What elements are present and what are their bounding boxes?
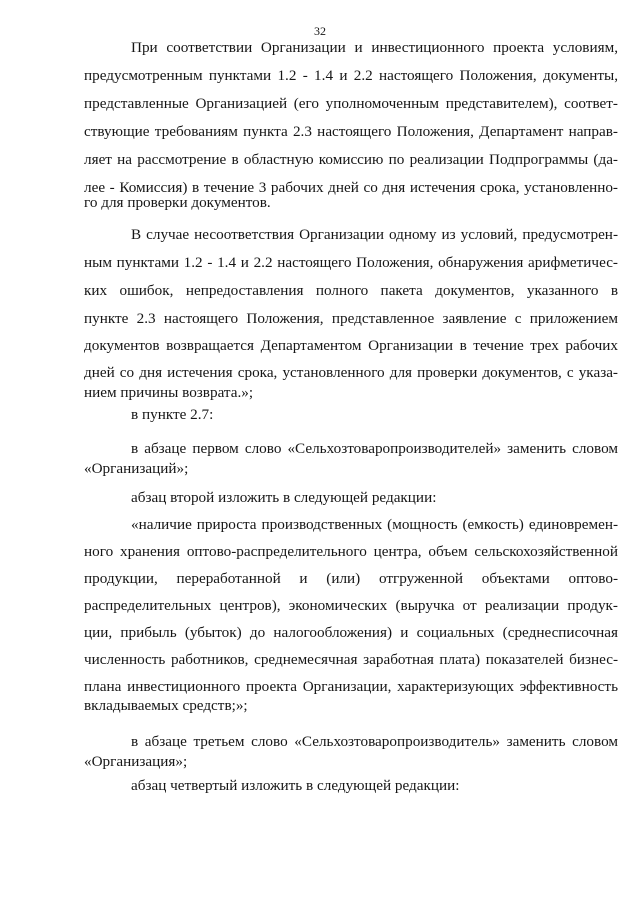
text-line: распределительных центров), экономических (выручка от реализации продук-	[84, 597, 618, 614]
text-line: представленные Организацией (его уполномоченным представителем), соответ-	[84, 95, 618, 112]
text-line: нием причины возврата.»;	[84, 384, 254, 401]
text-line: дней со дня истечения срока, установленного для проверки документов, с указа-	[84, 364, 618, 381]
text-line: В случае несоответствия Организации одному из условий, предусмотрен-	[131, 226, 618, 243]
text-line: плана инвестиционного проекта Организации, характеризующих эффективность	[84, 678, 618, 695]
text-line: продукции, переработанной и (или) отгруженной объектами оптово-	[84, 570, 618, 587]
text-line: ного хранения оптово-распределительного центра, объем сельскохозяйственной	[84, 543, 618, 560]
text-line: «Организация»;	[84, 753, 188, 770]
text-line: го для проверки документов.	[84, 194, 271, 211]
text-line: При соответствии Организации и инвестиционного проекта условиям,	[131, 39, 618, 56]
text-line: предусмотренным пунктами 1.2 - 1.4 и 2.2 настоящего Положения, документы,	[84, 67, 618, 84]
text-line: абзац четвертый изложить в следующей редакции:	[131, 777, 460, 794]
text-line: в абзаце третьем слово «Сельхозтоваропроизводитель» заменить словом	[131, 733, 618, 750]
text-line: в пункте 2.7:	[131, 406, 214, 423]
text-line: ствующие требованиям пункта 2.3 настоящего Положения, Департамент направ-	[84, 123, 618, 140]
text-line: ких ошибок, непредоставления полного пакета документов, указанного в	[84, 282, 618, 299]
text-line: абзац второй изложить в следующей редакции:	[131, 489, 437, 506]
text-line: ляет на рассмотрение в областную комиссию по реализации Подпрограммы (да-	[84, 151, 618, 168]
text-line: лее - Комиссия) в течение 3 рабочих дней со дня истечения срока, установленно-	[84, 179, 618, 196]
text-line: вкладываемых средств;»;	[84, 697, 248, 714]
text-line: «Организаций»;	[84, 460, 189, 477]
text-line: в абзаце первом слово «Сельхозтоваропроизводителей» заменить словом	[131, 440, 618, 457]
text-line: документов возвращается Департаментом Организации в течение трех рабочих	[84, 337, 618, 354]
text-line: ным пунктами 1.2 - 1.4 и 2.2 настоящего Положения, обнаружения арифметичес-	[84, 254, 618, 271]
text-line: «наличие прироста производственных (мощность (емкость) единовремен-	[131, 516, 618, 533]
page-number: 32	[314, 24, 326, 38]
text-line: ции, прибыль (убыток) до налогообложения) и социальных (среднесписочная	[84, 624, 618, 641]
text-line: пункте 2.3 настоящего Положения, представленное заявление с приложением	[84, 310, 618, 327]
text-line: численность работников, среднемесячная заработная плата) показателей бизнес-	[84, 651, 618, 668]
